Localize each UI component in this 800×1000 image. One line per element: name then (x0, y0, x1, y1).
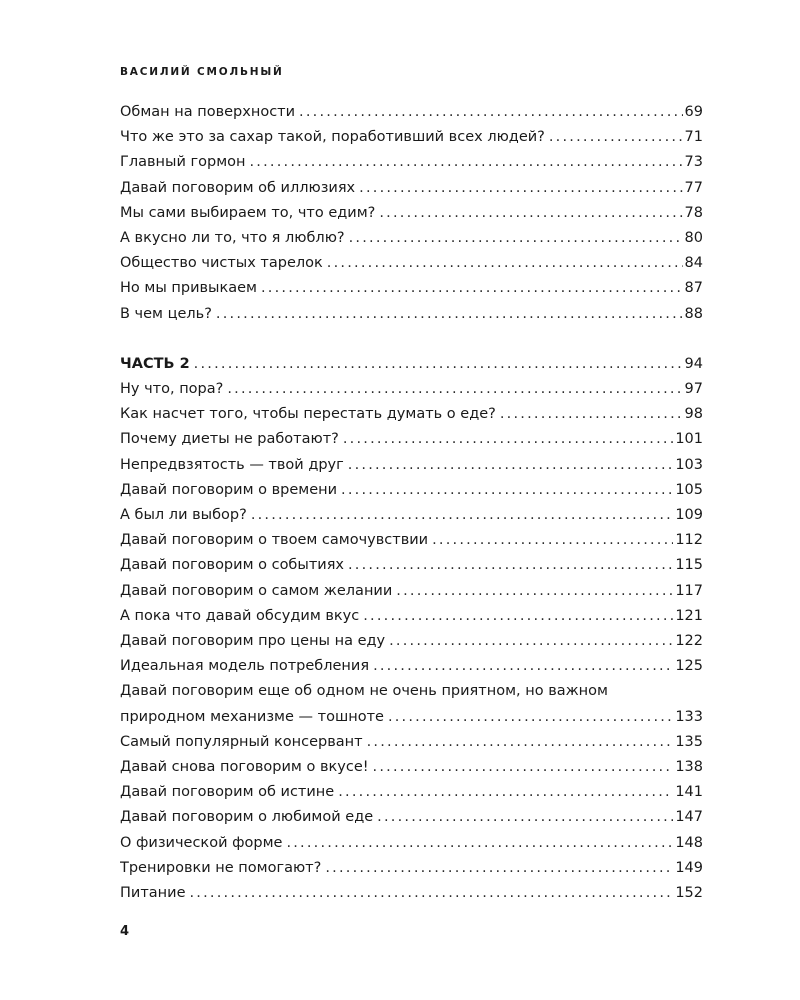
toc-entry-page: 101 (675, 431, 703, 448)
dot-leader (194, 352, 683, 377)
toc-entry[interactable] (120, 654, 703, 679)
dot-leader (349, 226, 683, 251)
dot-leader (367, 730, 674, 755)
toc-entry[interactable] (120, 780, 703, 805)
toc-entry[interactable] (120, 176, 703, 201)
dot-leader (261, 276, 683, 301)
toc-entry-page: 84 (684, 255, 703, 272)
toc-entry[interactable] (120, 201, 703, 226)
toc-entry-title: Давай поговорим о твоем самочувствии (120, 532, 429, 549)
toc-entry-page: 94 (684, 355, 703, 372)
dot-leader (363, 604, 673, 629)
toc-entry[interactable] (120, 276, 703, 301)
toc-entry-page: 121 (675, 607, 703, 624)
toc-entry[interactable] (120, 226, 703, 251)
toc-entry[interactable] (120, 427, 703, 452)
toc-entry-page: 98 (684, 406, 703, 423)
toc-entry-page: 125 (675, 658, 703, 675)
toc-entry[interactable] (120, 453, 703, 478)
dot-leader (286, 831, 673, 856)
table-of-contents (120, 100, 703, 906)
dot-leader (373, 654, 673, 679)
toc-entry-title: Тренировки не помогают? (120, 859, 322, 876)
toc-entry-title-line1: Давай поговорим еще об одном не очень приятном, но важном (120, 683, 608, 700)
toc-entry[interactable] (120, 478, 703, 503)
toc-entry-title: Главный гормон (120, 154, 246, 171)
toc-entry-title: Давай поговорим об иллюзиях (120, 179, 356, 196)
dot-leader (377, 805, 673, 830)
toc-entry-title: Давай снова поговорим о вкусе! (120, 759, 369, 776)
toc-entry-page: 148 (675, 834, 703, 851)
toc-entry[interactable] (120, 730, 703, 755)
toc-entry-page: 149 (675, 859, 703, 876)
toc-entry-page: 112 (675, 532, 703, 549)
toc-entry-page: 115 (675, 557, 703, 574)
dot-leader (343, 427, 673, 452)
toc-entry-page: 133 (675, 708, 703, 725)
dot-leader (432, 528, 673, 553)
toc-entry-multiline[interactable] (120, 679, 703, 729)
toc-part-heading[interactable] (120, 352, 703, 377)
toc-entry-title: Идеальная модель потребления (120, 658, 370, 675)
toc-part-heading-title: ЧАСТЬ 2 (120, 355, 190, 372)
toc-entry-title: Но мы привыкаем (120, 280, 257, 297)
dot-leader (359, 176, 682, 201)
toc-entry-page: 109 (675, 507, 703, 524)
toc-entry[interactable] (120, 831, 703, 856)
toc-entry[interactable] (120, 377, 703, 402)
toc-entry-page: 87 (684, 280, 703, 297)
toc-part2-list (120, 352, 703, 906)
toc-entry-page: 103 (675, 456, 703, 473)
toc-entry[interactable] (120, 251, 703, 276)
dot-leader (549, 125, 683, 150)
toc-entry-line2 (120, 705, 703, 730)
dot-leader (251, 503, 674, 528)
toc-entry-title: Ну что, пора? (120, 381, 224, 398)
toc-entry-page: 147 (675, 809, 703, 826)
toc-entry-title: Обман на поверхности (120, 104, 296, 120)
toc-entry-page: 71 (684, 129, 703, 146)
toc-entry-title: О физической форме (120, 834, 283, 851)
toc-entry-title: Давай поговорим про цены на еду (120, 633, 386, 650)
dot-leader (299, 100, 683, 125)
toc-entry-title: Почему диеты не работают? (120, 431, 339, 448)
toc-entry[interactable] (120, 100, 703, 125)
toc-entry-page: 105 (675, 481, 703, 498)
toc-entry-title: Давай поговорим об истине (120, 784, 335, 801)
dot-leader (348, 553, 673, 578)
dot-leader (216, 302, 683, 327)
toc-entry-page: 80 (684, 230, 703, 247)
toc-entry-title: Непредвзятость — твой друг (120, 456, 344, 473)
toc-entry-title: А вкусно ли то, что я люблю? (120, 230, 345, 247)
toc-entry[interactable] (120, 629, 703, 654)
toc-entry[interactable] (120, 579, 703, 604)
dot-leader (388, 705, 673, 730)
toc-entry-title: Общество чистых тарелок (120, 255, 323, 272)
toc-entry-page: 141 (675, 784, 703, 801)
toc-entry[interactable] (120, 402, 703, 427)
toc-entry[interactable] (120, 755, 703, 780)
dot-leader (396, 579, 673, 604)
dot-leader (189, 881, 673, 906)
toc-entry[interactable] (120, 805, 703, 830)
dot-leader (227, 377, 682, 402)
toc-entry[interactable] (120, 125, 703, 150)
toc-entry-title: А пока что давай обсудим вкус (120, 607, 360, 624)
toc-entry-page: 78 (684, 204, 703, 221)
toc-entry[interactable] (120, 881, 703, 906)
dot-leader (389, 629, 673, 654)
dot-leader (338, 780, 673, 805)
dot-leader (500, 402, 683, 427)
toc-entry-title: Давай поговорим о любимой еде (120, 809, 374, 826)
toc-entry-page: 117 (675, 582, 703, 599)
toc-entry-page: 138 (675, 759, 703, 776)
toc-entry-title: Мы сами выбираем то, что едим? (120, 204, 376, 221)
running-head: ВАСИЛИЙ СМОЛЬНЫЙ (120, 66, 284, 78)
toc-entry-title: Давай поговорим о времени (120, 481, 338, 498)
dot-leader (250, 150, 683, 175)
dot-leader (373, 755, 674, 780)
toc-entry[interactable] (120, 503, 703, 528)
toc-entry[interactable] (120, 528, 703, 553)
toc-entry-title: Давай поговорим о событиях (120, 557, 344, 574)
toc-entry-title: Давай поговорим о самом желании (120, 582, 393, 599)
toc-entry-title: В чем цель? (120, 305, 212, 322)
toc-entry-title: Питание (120, 885, 186, 902)
toc-entry-page: 88 (684, 305, 703, 322)
toc-entry-title: Самый популярный консервант (120, 733, 363, 750)
dot-leader (379, 201, 682, 226)
dot-leader (341, 478, 673, 503)
toc-entry-page: 77 (684, 179, 703, 196)
toc-entry-page: 152 (675, 885, 703, 902)
dot-leader (348, 453, 674, 478)
toc-entry[interactable] (120, 302, 703, 327)
dot-leader (327, 251, 683, 276)
toc-part1-list (120, 100, 703, 327)
toc-entry-page: 135 (675, 733, 703, 750)
toc-entry-page: 122 (675, 633, 703, 650)
toc-entry[interactable] (120, 553, 703, 578)
toc-entry-page: 69 (684, 104, 703, 120)
toc-entry[interactable] (120, 856, 703, 881)
toc-entry-title: Как насчет того, чтобы перестать думать о еде? (120, 406, 496, 423)
toc-entry-title: Что же это за сахар такой, поработивший всех людей? (120, 129, 545, 146)
toc-entry-page: 97 (684, 381, 703, 398)
toc-entry[interactable] (120, 604, 703, 629)
toc-entry-page: 73 (684, 154, 703, 171)
page-number: 4 (120, 924, 130, 939)
toc-entry-title: А был ли выбор? (120, 507, 247, 524)
dot-leader (325, 856, 673, 881)
toc-entry-title-line2: природном механизме — тошноте (120, 708, 384, 725)
toc-entry[interactable] (120, 150, 703, 175)
